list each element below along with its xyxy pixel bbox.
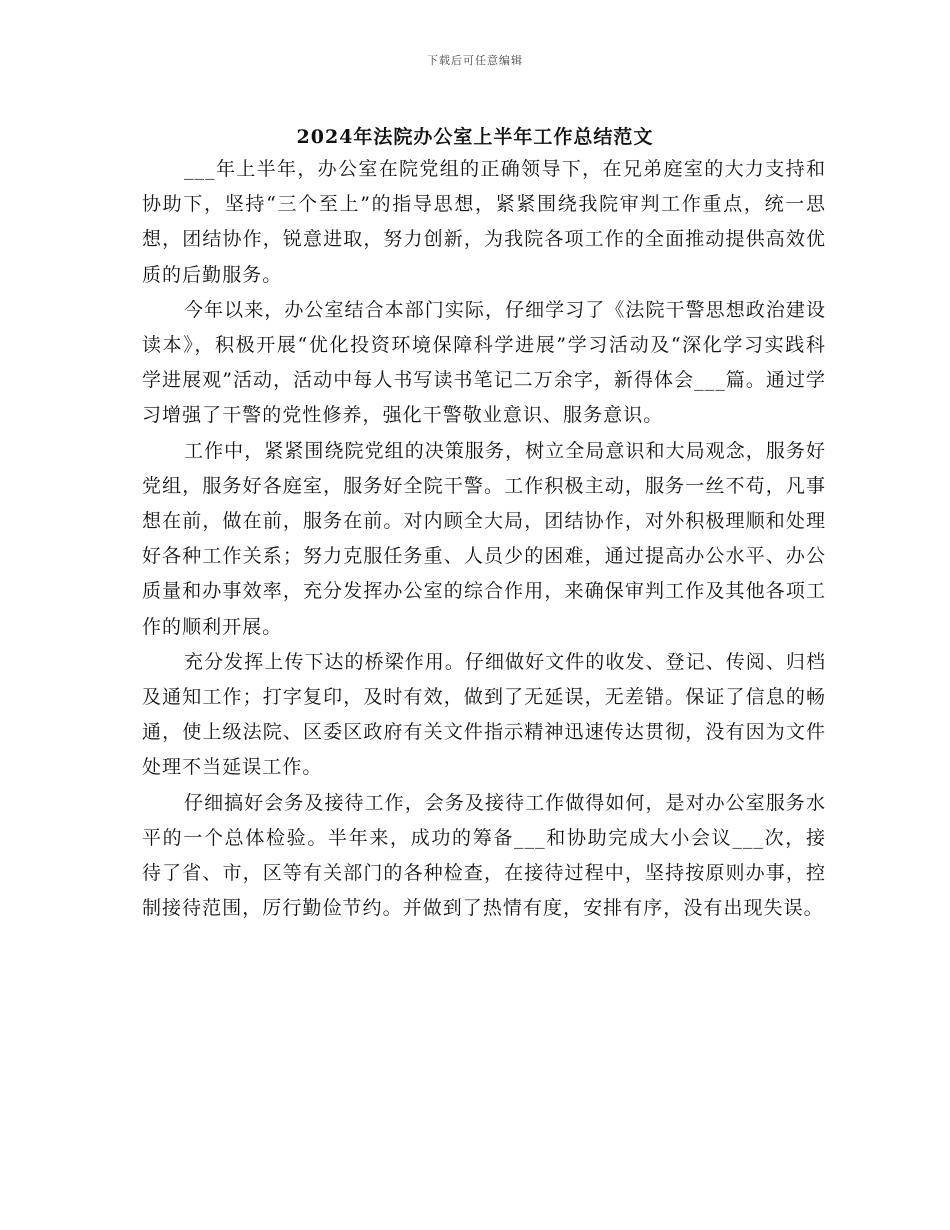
paragraph-5: 仔细搞好会务及接待工作，会务及接待工作做得如何，是对办公室服务水平的一个总体检验。半年来，成功的筹备___和协助完成大小会议___次，接待了省、市，区等有关部门的各种检查，在接待过程中，坚持按原则办事，控制接待范围，厉行勤俭节约。并做到了热情有度，安排有序，没有出现失误。 bbox=[142, 791, 826, 920]
paragraph-2: 今年以来，办公室结合本部门实际，仔细学习了《法院干警思想政治建设读本》，积极开展“优化投资环境保障科学进展”学习活动及“深化学习实践科学进展观”活动，活动中每人书写读书笔记二万余字，新得体会___篇。通过学习增强了干警的党性修养，强化干警敬业意识、服务意识。 bbox=[142, 298, 827, 427]
document-body bbox=[142, 152, 826, 926]
document-title: 2024年法院办公室上半年工作总结范文 bbox=[296, 126, 654, 148]
paragraph-1: ___年上半年，办公室在院党组的正确领导下，在兄弟庭室的大力支持和协助下，坚持“三个至上”的指导思想，紧紧围绕我院审判工作重点，统一思想，团结协作，锐意进取，努力创新，为我院各项工作的全面推动提供高效优质的后勤服务。 bbox=[142, 158, 826, 286]
paragraph-3: 工作中，紧紧围绕院党组的决策服务，树立全局意识和大局观念，服务好党组，服务好各庭室，服务好全院干警。工作积极主动，服务一丝不苟，凡事想在前，做在前，服务在前。对内顾全大局，团结协作，对外积极理顺和处理好各种工作关系；努力克服任务重、人员少的困难，通过提高办公水平、办公质量和办事效率，充分发挥办公室的综合作用，来确保审判工作及其他各项工作的顺利开展。 bbox=[142, 439, 826, 638]
paragraph-4: 充分发挥上传下达的桥梁作用。仔细做好文件的收发、登记、传阅、归档及通知工作；打字复印，及时有效，做到了无延误，无差错。保证了信息的畅通，使上级法院、区委区政府有关文件指示精神迅速传达贯彻，没有因为文件处理不当延误工作。 bbox=[142, 650, 826, 779]
header-note: 下载后可任意编辑 bbox=[427, 54, 523, 67]
